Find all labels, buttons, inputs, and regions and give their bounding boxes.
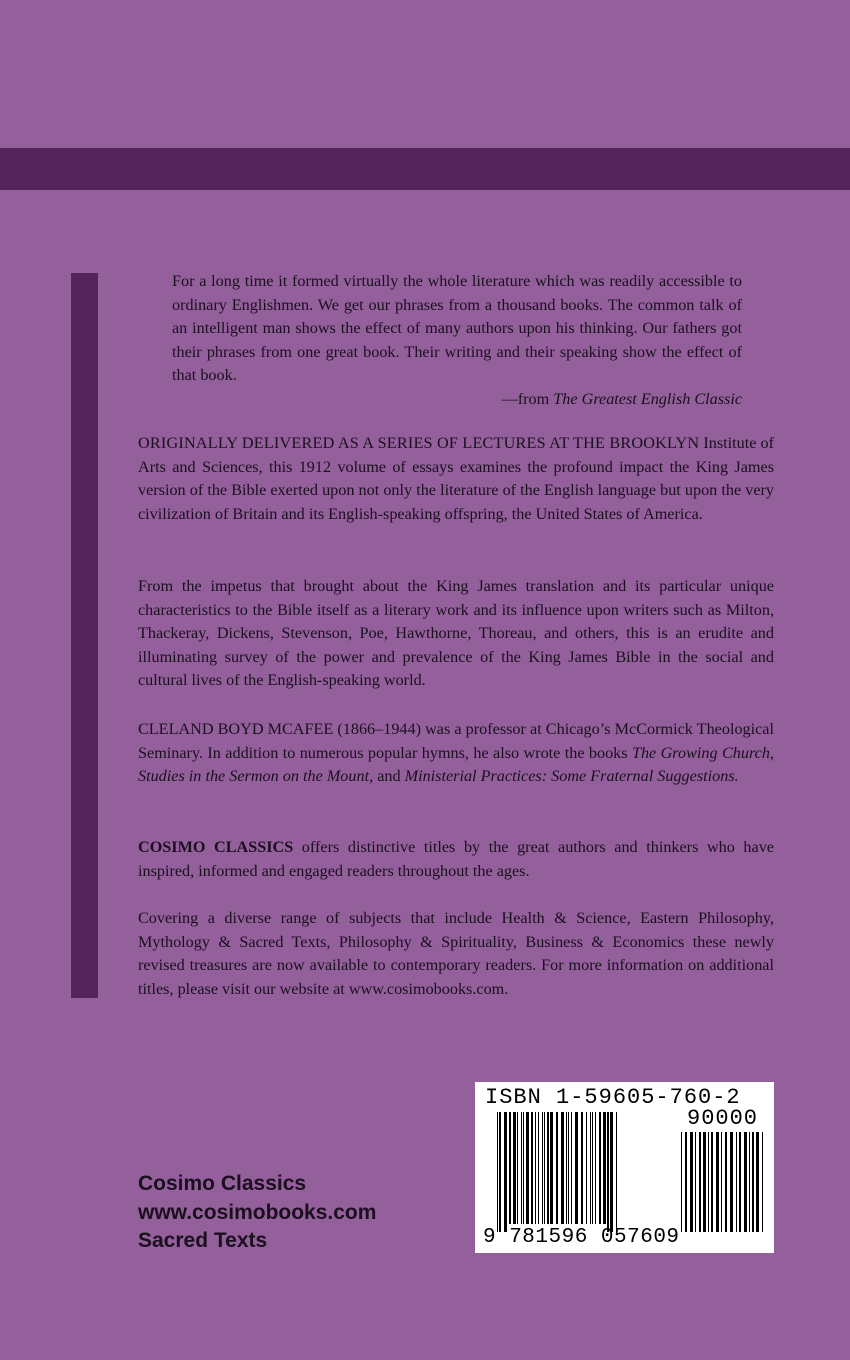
barcode-bar: [607, 1112, 609, 1232]
publisher-coverage: [138, 907, 774, 1001]
barcode-bar: [599, 1112, 601, 1224]
ean-digits: 9 781596 057609: [483, 1226, 680, 1249]
publisher-brand: COSIMO CLASSICS: [138, 838, 294, 856]
barcode-bar: [590, 1112, 591, 1224]
addon-bar: [699, 1132, 701, 1232]
addon-bar: [681, 1132, 682, 1232]
isbn-label: ISBN 1-59605-760-2: [485, 1085, 741, 1110]
barcode-bar: [504, 1112, 507, 1232]
description-paragraph-2: [138, 575, 774, 693]
description-paragraph-1: [138, 432, 774, 526]
epigraph-quote: [172, 270, 742, 412]
attribution-prefix: —from: [501, 389, 554, 408]
addon-bar: [730, 1132, 733, 1232]
barcode-bar: [616, 1112, 617, 1232]
barcode-bar: [550, 1112, 553, 1224]
addon-bar: [708, 1132, 709, 1232]
barcode-bar: [544, 1112, 545, 1224]
barcode-bar: [603, 1112, 606, 1224]
imprint-website: www.cosimobooks.com: [138, 1200, 377, 1224]
addon-bar: [711, 1132, 713, 1232]
barcode-bar: [542, 1112, 543, 1224]
barcode-bar: [561, 1112, 564, 1224]
barcode-bar: [509, 1112, 511, 1224]
addon-bar: [736, 1132, 737, 1232]
barcode-bar: [521, 1112, 522, 1224]
barcode-bar: [566, 1112, 567, 1224]
addon-bar: [695, 1132, 696, 1232]
publisher-tagline-text: offers distinctive titles by the great authors and thinkers who have inspired, informed and engaged readers throughout the ages.: [138, 838, 774, 880]
publisher-coverage-text: Covering a diverse range of subjects that include Health & Science, Eastern Philosophy, Mythology & Sacred Texts, Philosophy & Spirituality, Business & Economics these newly revised treasures are now available to contemporary readers. For more information on additional titles, please visit our website at www.cosimobooks.com.: [138, 909, 774, 998]
addon-bar: [752, 1132, 754, 1232]
barcode-bar: [497, 1112, 498, 1232]
barcode-bar: [610, 1112, 613, 1232]
price-code: 90000: [687, 1106, 759, 1131]
barcode-bar: [526, 1112, 529, 1224]
addon-bar: [762, 1132, 763, 1232]
barcode-bar: [571, 1112, 572, 1224]
barcode-bar: [513, 1112, 516, 1224]
addon-bar: [721, 1132, 722, 1232]
barcode-bar: [547, 1112, 549, 1224]
barcode-bar: [581, 1112, 583, 1224]
addon-bar: [703, 1132, 706, 1232]
addon-bar: [685, 1132, 687, 1232]
addon-bar: [739, 1132, 741, 1232]
imprint-publisher: Cosimo Classics: [138, 1172, 307, 1195]
barcode-box: [475, 1082, 774, 1253]
imprint-block: [138, 1170, 376, 1256]
side-accent-bar: [71, 273, 98, 998]
publisher-tagline: [138, 836, 774, 883]
barcode-bar: [531, 1112, 533, 1224]
description-para1-rest: Institute of Arts and Sciences, this 1912 volume of essays examines the profound impact the King James version of the Bible exerted upon not only the literature of the English language but upon the very civilization of Britain and its English-speaking offspring, the United States of America.: [138, 434, 774, 523]
quote-text: For a long time it formed virtually the whole literature which was readily accessible to ordinary Englishmen. We get our phrases from a thousand books. The common talk of an intelligent man shows the effect of many authors upon his thinking. Our fathers got their phrases from one great book. Their writing and their speaking show the effect of that book.: [172, 272, 742, 385]
addon-bar: [744, 1132, 747, 1232]
author-bio: [138, 718, 774, 789]
barcode-bar: [535, 1112, 536, 1224]
quote-attribution: [172, 388, 742, 412]
barcode-bar: [556, 1112, 558, 1224]
top-color-band: [0, 148, 850, 190]
barcode-bar: [538, 1112, 539, 1224]
bio-last-book: Ministerial Practices: Some Fraternal Suggestions.: [404, 767, 739, 786]
addon-bar: [716, 1132, 719, 1232]
addon-bar: [749, 1132, 750, 1232]
barcode-bar: [586, 1112, 587, 1224]
barcode-bar: [595, 1112, 596, 1224]
description-caps-lead: ORIGINALLY DELIVERED AS A SERIES OF LECTURES AT THE BROOKLYN: [138, 434, 700, 452]
bio-books: The Growing Church, Studies in the Sermon on the Mount,: [138, 743, 774, 786]
bio-lead: CLELAND BOYD MCAFEE (1866–1944) was a professor at Chicago’s McCormick Theological Seminary. In addition to numerous popular hymns, he also wrote the books: [138, 720, 774, 762]
addon-bar: [725, 1132, 727, 1232]
addon-bar: [756, 1132, 759, 1232]
description-para2: From the impetus that brought about the King James translation and its particular unique characteristics to the Bible itself as a literary work and its influence upon writers such as Milton, Thackeray, Dickens, Stevenson, Poe, Hawthorne, Thoreau, and others, this is an erudite and illuminating survey of the power and prevalence of the King James Bible in the social and cultural lives of the English-speaking world.: [138, 577, 774, 690]
bio-middle: and: [373, 767, 405, 786]
barcode-bar: [592, 1112, 593, 1224]
barcode-bar: [523, 1112, 524, 1224]
imprint-category: Sacred Texts: [138, 1229, 268, 1252]
barcode-bar: [517, 1112, 518, 1224]
barcode-bar: [575, 1112, 578, 1224]
barcode-bar: [499, 1112, 501, 1232]
attribution-title: The Greatest English Classic: [553, 389, 742, 408]
barcode-bar: [568, 1112, 569, 1224]
addon-bar: [690, 1132, 693, 1232]
